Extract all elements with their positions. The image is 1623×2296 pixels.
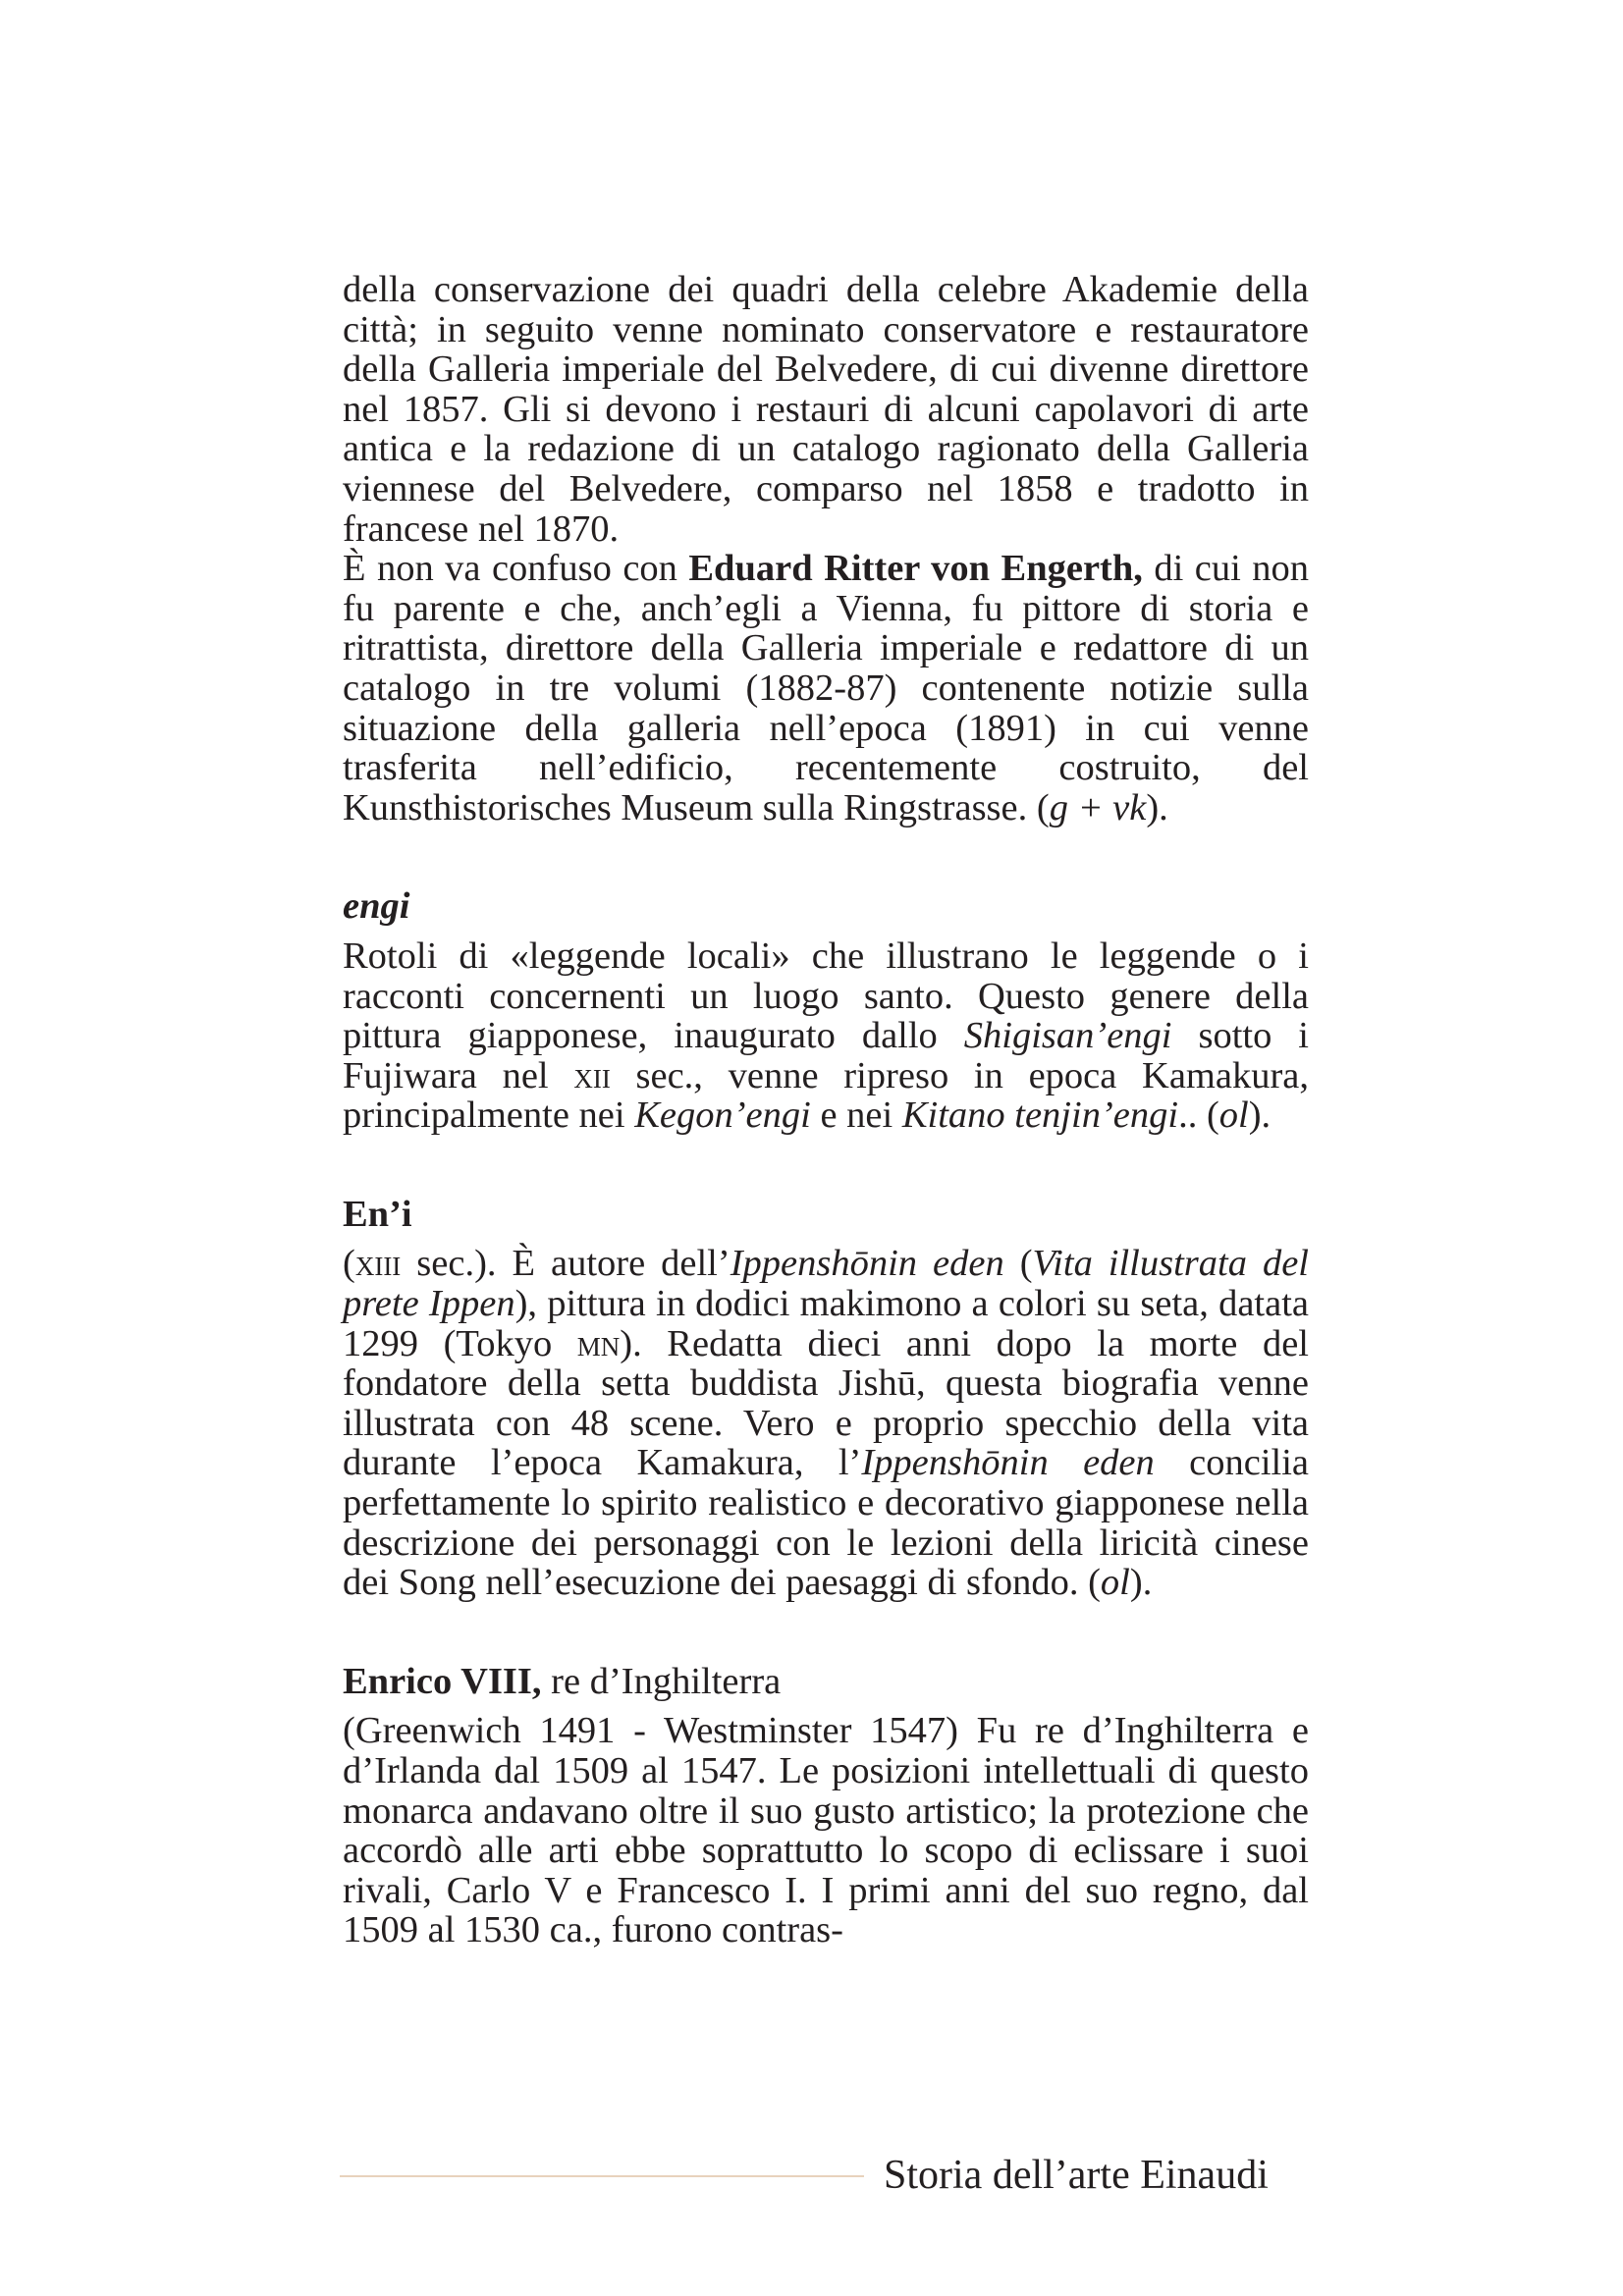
work-title-translation: Vita illustrata del prete Ippen [343,1243,1310,1325]
related-name: Eduard Ritter von Engerth, [688,548,1143,590]
text-run: ). [1129,1562,1153,1604]
footer-rule [340,2175,864,2177]
author-initials: g + vk [1049,786,1147,828]
century-numeral: xii [573,1054,611,1096]
text-run: sec.). È autore dell’ [401,1243,730,1285]
footer-title: Storia dell’arte Einaudi [884,2153,1269,2198]
text-run: ( [1003,1243,1033,1285]
entry-enrico-viii [343,1662,1309,1950]
text-run: Rotoli di «leggende locali» che illustrano le leggende o i racconti concernenti un luogo santo. Questo genere della pittura giapponese, inaugurato dallo [343,934,1309,1057]
work-title: Ippenshōnin eden [730,1243,1004,1285]
entry-body [343,936,1309,1136]
work-title: Shigisan’engi [963,1015,1172,1057]
text-run: sotto i Fujiwara nel [343,1015,1309,1096]
text-run: ), pittura in dodici makimono a colori su seta, datata 1299 (Tokyo [343,1283,1309,1364]
century-numeral: xiii [354,1243,402,1285]
page-body [343,270,1309,1950]
headword-subtitle: re d’Inghilterra [541,1660,782,1702]
continuation-paragraph: della conservazione dei quadri della celebre Akademie della città; in seguito venne nominato conservatore e restauratore della Galleria imperiale del Belvedere, di cui divenne direttore nel 1857. Gli si devono i restauri di alcuni capolavori di arte antica e la redazione di un catalogo ragionato della Galleria viennese del Belvedere, comparso nel 1858 e tradotto in francese nel 1870. [343,269,1309,550]
headword-text: Enrico VIII, [343,1660,542,1702]
work-title: Kegon’engi [634,1095,811,1137]
entry-eni [343,1195,1309,1603]
museum-abbreviation: mn [576,1322,621,1364]
text-run: ). Redatta dieci anni dopo la morte del fondatore della setta buddista Jishū, questa biografia venne illustrata con 48 scene. Vero e proprio specchio della vita durante l’epoca Kamakura, l’ [343,1322,1309,1484]
text-run: È non va confuso con [343,548,689,590]
work-title: Kitano tenjin’engi [901,1095,1179,1137]
entry-body [343,1244,1309,1602]
entry-headword: En’i [343,1193,412,1235]
entry-engi [343,886,1309,1136]
text-run: e nei [810,1095,902,1137]
entry-headword [343,1662,1309,1702]
engerth-note-paragraph [343,549,1309,828]
author-initials: ol [1218,1095,1249,1137]
text-run: ). [1146,786,1168,828]
author-initials: ol [1100,1562,1130,1604]
text-run: ( [343,1243,355,1285]
headword-text: engi [343,885,410,928]
entry-headword [343,886,1309,927]
work-title: Ippenshōnin eden [861,1442,1155,1484]
text-run: ). [1248,1095,1271,1137]
text-run: concilia perfettamente lo spirito realistico e decorativo giapponese nella descrizione dei personaggi con le lezioni della liricità cinese dei Song nell’esecuzione dei paesaggi di sfondo. ( [343,1442,1310,1604]
text-run: sec., venne ripreso in epoca Kamakura, principalmente nei [343,1054,1310,1137]
text-run: di cui non fu parente e che, anch’egli a Vienna, fu pittore di storia e ritrattista, direttore della Galleria imperiale e redattore di un catalogo in tre volumi (1882-87) contenente notizie sulla situazione della galleria nell’epoca (1891) in cui venne trasferita nell’edificio, recentemente costruito, del Kunsthistorisches Museum sulla Ringstrasse. ( [343,548,1309,828]
text-run: .. ( [1178,1095,1219,1137]
entry-body: (Greenwich 1491 - Westminster 1547) Fu re d’Inghilterra e d’Irlanda dal 1509 al 1547. Le posizioni intellettuali di questo monarca andavano oltre il suo gusto artistico; la protezione che accordò alle arti ebbe soprattutto lo scopo di eclissare i suoi rivali, Carlo V e Francesco I. I primi anni del suo regno, dal 1509 al 1530 ca., furono contras- [343,1710,1309,1951]
